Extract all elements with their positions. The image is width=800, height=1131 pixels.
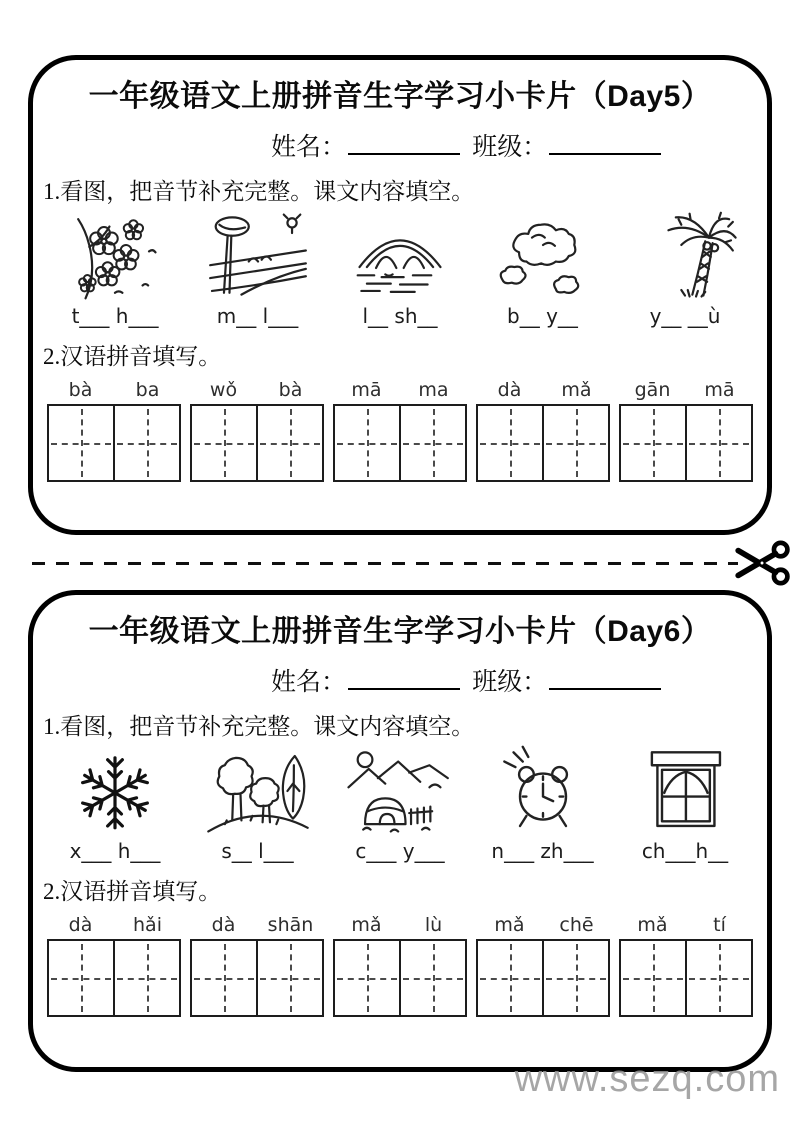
alarm-clock-icon — [483, 745, 603, 837]
tianzige-grid — [190, 404, 324, 482]
pinyin-syllable: mǎ — [561, 379, 592, 401]
pinyin-syllable: hǎi — [133, 914, 162, 936]
pinyin-pair — [47, 379, 181, 401]
class-blank — [549, 670, 661, 690]
answer-blank: s__ l___ — [221, 839, 294, 863]
answer-blank: l__ sh__ — [362, 304, 438, 328]
pinyin-pair — [47, 914, 181, 936]
grid-cell — [49, 941, 113, 1015]
answer-blank: x___ h___ — [69, 839, 161, 863]
grid-cell — [399, 406, 465, 480]
section1-instruction: 1.看图，把音节补充完整。课文内容填空。 — [43, 714, 475, 739]
pinyin-syllable: mā — [351, 379, 382, 401]
grid-group — [47, 379, 181, 482]
pinyin-syllable: mǎ — [351, 914, 382, 936]
pinyin-syllable: tí — [713, 914, 726, 936]
clouds-icon — [483, 210, 603, 302]
grid-cell — [542, 941, 608, 1015]
pinyin-pair — [190, 379, 324, 401]
pinyin-pair — [333, 914, 467, 936]
picture-item — [619, 210, 751, 328]
picture-item — [334, 745, 466, 863]
answer-blank: m__ l___ — [216, 304, 299, 328]
picture-item — [334, 210, 466, 328]
name-label: 姓名： — [271, 669, 347, 696]
picture-item — [49, 210, 181, 328]
class-blank — [549, 135, 661, 155]
grid-cell — [335, 406, 399, 480]
grid-group — [190, 914, 324, 1017]
grid-cell — [685, 941, 751, 1015]
grid-cell — [256, 941, 322, 1015]
snowflake-icon — [55, 745, 175, 837]
answer-blank: y__ __ù — [649, 304, 721, 328]
field-sign-icon — [198, 210, 318, 302]
page-title: 一年级语文上册拼音生字学习小卡片（Day5） — [88, 80, 712, 113]
pinyin-syllable: lù — [424, 914, 443, 936]
class-label: 班级： — [472, 134, 548, 161]
grid-cell — [256, 406, 322, 480]
tianzige-grid — [333, 939, 467, 1017]
answer-blank: n___ zh___ — [491, 839, 594, 863]
picture-item — [192, 745, 324, 863]
stone-bridge-icon — [340, 210, 460, 302]
grid-cell — [49, 406, 113, 480]
writing-grids-row — [33, 906, 767, 1017]
grid-group — [476, 379, 610, 482]
picture-item — [49, 745, 181, 863]
class-label: 班级： — [472, 669, 548, 696]
grid-group — [333, 914, 467, 1017]
grid-cell — [621, 406, 685, 480]
picture-item — [477, 210, 609, 328]
tianzige-grid — [190, 939, 324, 1017]
answer-blank: ch___h__ — [641, 839, 729, 863]
pinyin-syllable: shān — [267, 914, 314, 936]
cut-dashed-line — [32, 562, 738, 565]
pinyin-syllable: mǎ — [494, 914, 525, 936]
pinyin-syllable: bà — [278, 379, 303, 401]
grid-cell — [478, 406, 542, 480]
trees-icon — [198, 745, 318, 837]
tianzige-grid — [47, 939, 181, 1017]
picture-items-row — [33, 741, 767, 863]
grid-cell — [621, 941, 685, 1015]
pinyin-pair — [619, 914, 753, 936]
picture-item — [192, 210, 324, 328]
page-title: 一年级语文上册拼音生字学习小卡片（Day6） — [88, 615, 712, 648]
name-class-row — [271, 662, 767, 698]
writing-grids-row — [33, 371, 767, 482]
window-icon — [625, 745, 745, 837]
grid-group — [333, 379, 467, 482]
name-class-row — [271, 127, 767, 163]
grid-cell — [685, 406, 751, 480]
watermark: www.sezq.com — [514, 1058, 780, 1100]
grid-cell — [192, 941, 256, 1015]
scissors-icon — [732, 537, 790, 589]
palm-tree-icon — [625, 210, 745, 302]
section2-instruction: 2.汉语拼音填写。 — [43, 344, 222, 369]
tianzige-grid — [476, 404, 610, 482]
pinyin-syllable: mā — [704, 379, 735, 401]
pinyin-pair — [190, 914, 324, 936]
grid-group — [619, 914, 753, 1017]
pinyin-syllable: chē — [559, 914, 594, 936]
picture-item — [477, 745, 609, 863]
grid-cell — [542, 406, 608, 480]
tianzige-grid — [476, 939, 610, 1017]
tianzige-grid — [333, 404, 467, 482]
pinyin-pair — [476, 914, 610, 936]
pinyin-syllable: bà — [68, 379, 93, 401]
pinyin-syllable: mǎ — [637, 914, 668, 936]
name-label: 姓名： — [271, 134, 347, 161]
pinyin-syllable: dà — [497, 379, 522, 401]
pinyin-pair — [333, 379, 467, 401]
section2-instruction: 2.汉语拼音填写。 — [43, 879, 222, 904]
grid-cell — [335, 941, 399, 1015]
pinyin-syllable: gān — [634, 379, 671, 401]
section1-instruction: 1.看图，把音节补充完整。课文内容填空。 — [43, 179, 475, 204]
pinyin-pair — [476, 379, 610, 401]
pinyin-syllable: wǒ — [209, 379, 238, 401]
grid-cell — [478, 941, 542, 1015]
countryside-icon — [340, 745, 460, 837]
name-blank — [348, 670, 460, 690]
grid-cell — [113, 941, 179, 1015]
pinyin-syllable: dà — [68, 914, 93, 936]
tianzige-grid — [619, 939, 753, 1017]
pinyin-syllable: ma — [418, 379, 449, 401]
grid-group — [476, 914, 610, 1017]
pinyin-syllable: dà — [211, 914, 236, 936]
name-blank — [348, 135, 460, 155]
tianzige-grid — [47, 404, 181, 482]
grid-cell — [399, 941, 465, 1015]
tianzige-grid — [619, 404, 753, 482]
grid-cell — [113, 406, 179, 480]
pinyin-pair — [619, 379, 753, 401]
answer-blank: t___ h___ — [71, 304, 159, 328]
answer-blank: c___ y___ — [355, 839, 445, 863]
grid-group — [619, 379, 753, 482]
card-day6 — [28, 590, 772, 1072]
grid-cell — [192, 406, 256, 480]
grid-group — [47, 914, 181, 1017]
card-day5 — [28, 55, 772, 535]
grid-group — [190, 379, 324, 482]
picture-items-row — [33, 206, 767, 328]
blossom-icon — [55, 210, 175, 302]
pinyin-syllable: ba — [135, 379, 160, 401]
answer-blank: b__ y__ — [507, 304, 578, 328]
picture-item — [619, 745, 751, 863]
